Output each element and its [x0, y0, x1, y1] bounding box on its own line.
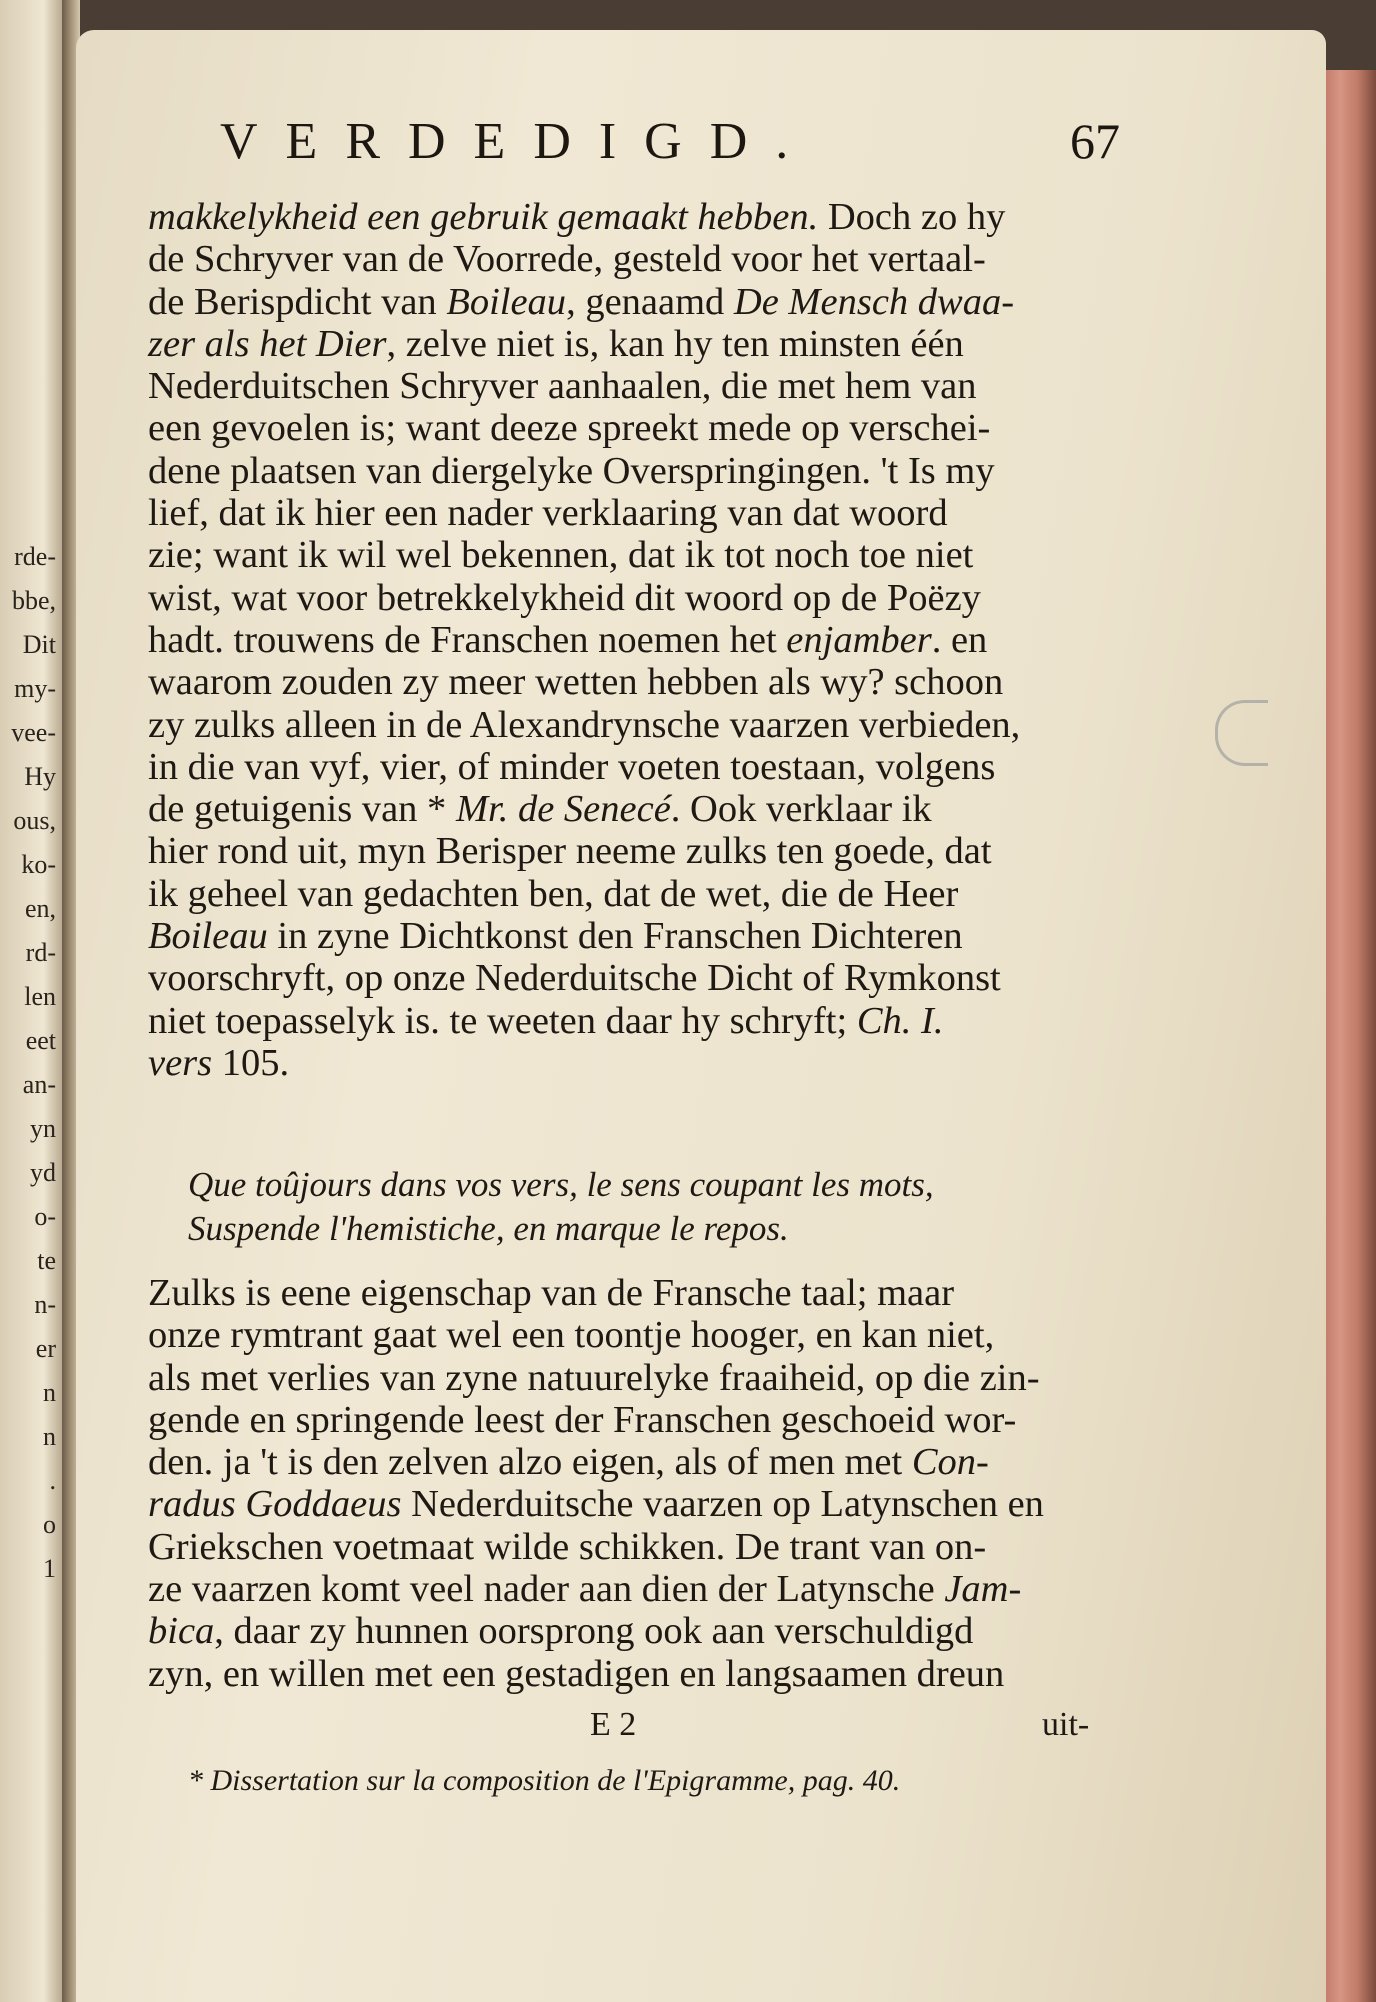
text-line: [148, 577, 1108, 619]
text-line: [148, 238, 1108, 280]
text-segment: Boileau: [148, 915, 268, 958]
text-line: [148, 1399, 1108, 1441]
text-segment: waarom zouden zy meer wetten hebben als wy? schoon: [148, 661, 1004, 704]
text-line: [148, 1568, 1108, 1610]
left-page-fragment: yn: [30, 1114, 56, 1143]
text-segment: Nederduitsche vaarzen op Latynschen en: [401, 1483, 1044, 1526]
text-line: [148, 830, 1108, 872]
left-page-fragment: bbe,: [11, 586, 56, 615]
text-line: [148, 704, 1108, 746]
left-page-fragment: rde-: [14, 542, 56, 571]
text-segment: Griekschen voetmaat wilde schikken. De trant van on-: [148, 1525, 987, 1568]
text-segment: 105.: [212, 1041, 290, 1084]
left-page-fragment: my-: [14, 674, 56, 703]
text-segment: de Schryver van de Voorrede, gesteld voor het vertaal-: [148, 238, 986, 281]
text-segment: ik geheel van gedachten ben, dat de wet, die de Heer: [148, 872, 959, 915]
text-segment: Mr. de Senecé: [455, 788, 671, 831]
left-page-fragment: Hy: [24, 762, 56, 791]
left-page-fragment: en,: [24, 894, 56, 923]
text-line: [148, 1357, 1108, 1399]
left-page-fragment: o-: [34, 1202, 56, 1231]
left-page-fragment: .: [49, 1466, 56, 1495]
text-segment: de getuigenis van *: [148, 788, 456, 831]
text-line: [148, 788, 1108, 830]
text-segment: Nederduitschen Schryver aanhaalen, die met hem van: [148, 365, 977, 408]
text-line: [148, 915, 1108, 957]
text-line: [148, 492, 1108, 534]
quote-line: Que toûjours dans vos vers, le sens coupant les mots,: [188, 1165, 934, 1204]
text-segment: als met verlies van zyne natuurelyke fraaiheid, op die zin-: [148, 1356, 1040, 1399]
text-line: [148, 1314, 1108, 1356]
body-text-top: [148, 196, 1108, 1084]
text-segment: zy zulks alleen in de Alexandrynsche vaarzen verbieden,: [148, 703, 1021, 746]
catchword: uit-: [1042, 1706, 1090, 1743]
text-line: [148, 1526, 1108, 1568]
text-segment: Zulks is eene eigenschap van de Fransche taal; maar: [148, 1272, 955, 1314]
left-page-fragment: an-: [22, 1070, 56, 1099]
left-page-edge: [0, 0, 62, 2002]
running-head-title: VERDEDIGD.: [220, 113, 817, 170]
text-segment: , daar zy hunnen oorsprong ook aan verschuldigd: [214, 1610, 974, 1653]
running-head: [160, 112, 1120, 172]
text-line: [148, 1483, 1108, 1525]
pencil-mark: [1215, 700, 1268, 766]
text-segment: Jam-: [944, 1568, 1022, 1611]
text-segment: lief, dat ik hier een nader verklaaring van dat woord: [148, 492, 948, 535]
text-segment: wist, wat voor betrekkelykheid dit woord op de Poëzy: [148, 576, 981, 619]
text-line: [148, 323, 1108, 365]
text-segment: vers: [148, 1041, 213, 1084]
french-quote: [188, 1163, 1108, 1251]
left-page-fragment: yd: [30, 1158, 56, 1187]
text-line: [148, 873, 1108, 915]
left-page-fragment: er: [35, 1334, 56, 1363]
text-segment: niet toepasselyk is. te weeten daar hy schryft;: [148, 999, 857, 1042]
text-segment: enjamber: [786, 618, 932, 661]
text-segment: hier rond uit, myn Berisper neeme zulks ten goede, dat: [148, 830, 992, 873]
left-page-fragment: ous,: [13, 806, 56, 835]
text-segment: radus Goddaeus: [148, 1483, 402, 1526]
text-segment: zyn, en willen met een gestadigen en langsaamen dreun: [148, 1652, 1005, 1695]
text-line: [148, 746, 1108, 788]
text-line: [148, 957, 1108, 999]
quote-line: Suspende l'hemistiche, en marque le repos.: [188, 1209, 789, 1248]
text-segment: onze rymtrant gaat wel een toontje hooger, en kan niet,: [148, 1314, 995, 1357]
left-page-fragment: Dit: [22, 630, 56, 659]
left-page-fragment: 1: [43, 1554, 56, 1583]
text-segment: Boileau: [446, 280, 567, 323]
text-line: [148, 534, 1108, 576]
text-line: [148, 1441, 1108, 1483]
text-segment: Ch. I.: [856, 999, 944, 1042]
left-page-fragment: ko-: [21, 850, 56, 879]
text-segment: Doch zo hy: [818, 196, 1006, 238]
text-segment: . en: [931, 618, 988, 661]
text-line: [148, 450, 1108, 492]
footnote: * Dissertation sur la composition de l'Epigramme, pag. 40.: [188, 1764, 901, 1797]
left-page-fragment: len: [24, 982, 56, 1011]
text-segment: in die van vyf, vier, of minder voeten toestaan, volgens: [148, 745, 996, 788]
text-line: [148, 365, 1108, 407]
page-number: 67: [1070, 113, 1120, 169]
text-segment: makkelykheid een gebruik gemaakt hebben.: [148, 196, 819, 238]
left-page-fragment: vee-: [11, 718, 56, 747]
text-segment: de Berispdicht van: [148, 280, 447, 323]
left-page-fragment: n-: [34, 1290, 56, 1319]
text-segment: . Ook verklaar ik: [670, 788, 932, 831]
text-line: [148, 1272, 1108, 1314]
text-line: [148, 661, 1108, 703]
text-segment: een gevoelen is; want deeze spreekt mede op verschei-: [148, 407, 991, 450]
text-segment: zie; want ik wil wel bekennen, dat ik tot noch toe niet: [148, 534, 974, 577]
text-line: [148, 196, 1108, 238]
text-segment: bica: [148, 1610, 215, 1653]
text-segment: , zelve niet is, kan hy ten minsten één: [386, 322, 964, 365]
left-page-fragment: te: [37, 1246, 56, 1275]
signature-mark: E 2: [590, 1706, 637, 1743]
left-page-fragment: n: [43, 1378, 56, 1407]
text-segment: zer als het Dier: [148, 322, 387, 365]
text-segment: dene plaatsen van diergelyke Overspringingen. 't Is my: [148, 449, 995, 492]
text-line: [148, 1610, 1108, 1652]
text-line: [148, 619, 1108, 661]
text-segment: hadt. trouwens de Franschen noemen het: [148, 618, 787, 661]
left-page-fragment: o: [43, 1510, 56, 1539]
text-segment: De Mensch dwaa-: [733, 280, 1015, 323]
body-text-bottom: [148, 1272, 1108, 1695]
left-page-fragment: n: [43, 1422, 56, 1451]
text-segment: in zyne Dichtkonst den Franschen Dichteren: [267, 915, 963, 958]
text-line: [148, 1042, 1108, 1084]
text-segment: den. ja 't is den zelven alzo eigen, als of men met: [148, 1441, 912, 1484]
text-segment: , genaamd: [566, 280, 734, 323]
text-line: [148, 281, 1108, 323]
left-page-fragment: eet: [25, 1026, 56, 1055]
text-line: [148, 1000, 1108, 1042]
text-line: [148, 407, 1108, 449]
text-line: [148, 1653, 1108, 1695]
text-segment: Con-: [911, 1441, 989, 1484]
text-segment: voorschryft, op onze Nederduitsche Dicht of Rymkonst: [148, 957, 1001, 1000]
left-page-fragment: rd-: [25, 938, 56, 967]
text-segment: ze vaarzen komt veel nader aan dien der Latynsche: [148, 1568, 945, 1611]
text-segment: gende en springende leest der Franschen geschoeid wor-: [148, 1398, 1017, 1441]
